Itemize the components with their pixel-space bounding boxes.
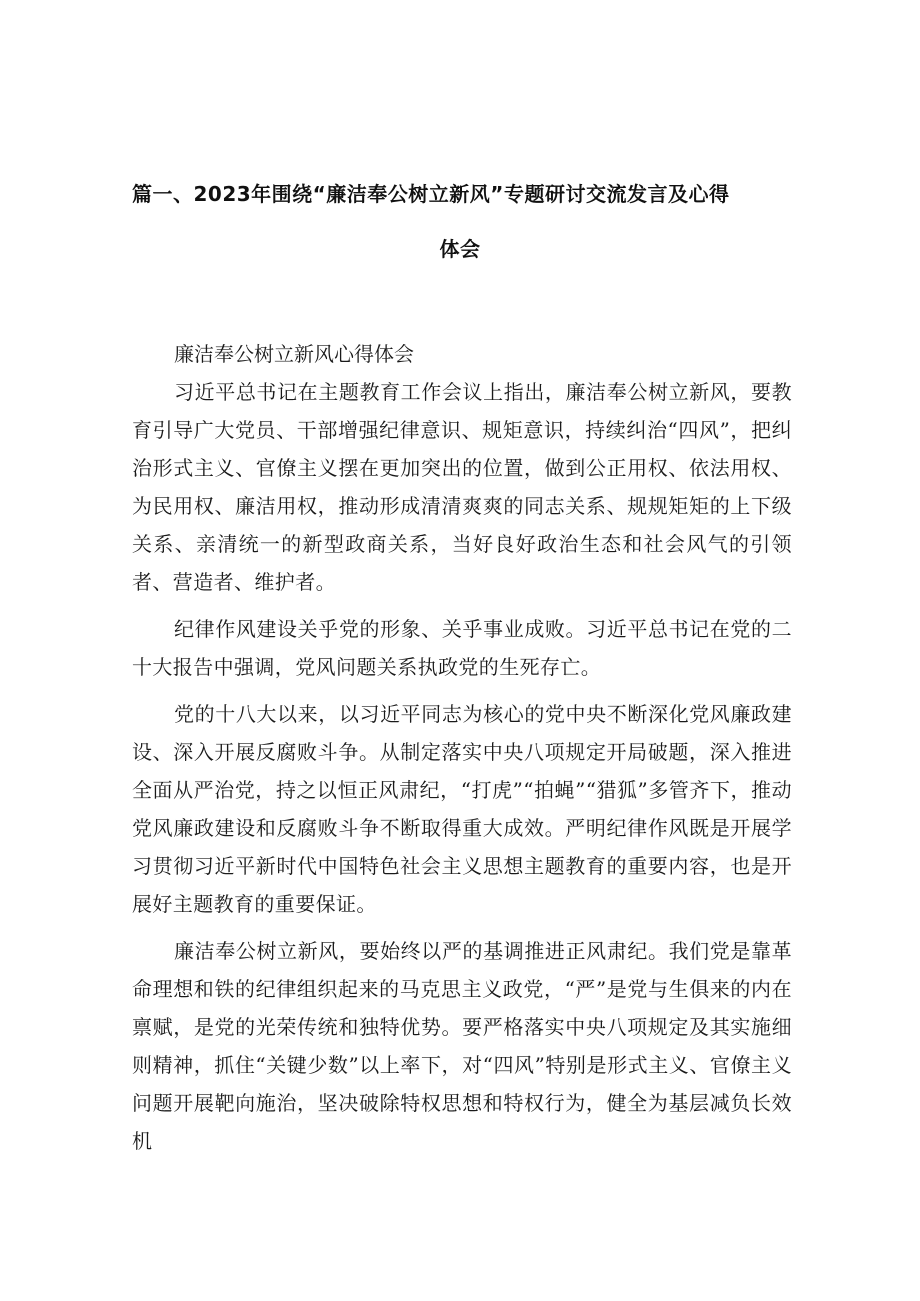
paragraph-2: 纪律作风建设关乎党的形象、关乎事业成败。习近平总书记在党的二十大报告中强调，党风问题关系执政党的生死存亡。 [132,617,792,679]
section-subtitle: 廉洁奉公树立新风心得体会 [174,342,414,366]
paragraph-1: 习近平总书记在主题教育工作会议上指出，廉洁奉公树立新风，要教育引导广大党员、干部增强纪律意识、规矩意识，持续纠治“四风”，把纠治形式主义、官僚主义摆在更加突出的位置，做到公正用权、依法用权、为民用权、廉洁用权，推动形成清清爽爽的同志关系、规规矩矩的上下级关系、亲清统一的新型政商关系，当好良好政治生态和社会风气的引领者、营造者、维护者。 [132,380,792,594]
paragraph-4: 廉洁奉公树立新风，要始终以严的基调推进正风肃纪。我们党是靠革命理想和铁的纪律组织起来的马克思主义政党，“严”是党与生俱来的内在禀赋，是党的光荣传统和独特优势。要严格落实中央八项规定及其实施细则精神，抓住“关键少数”以上率下，对“四风”特别是形式主义、官僚主义问题开展靶向施治，坚决破除特权思想和特权行为，健全为基层减负长效机 [132,939,792,1153]
document-title-line-1: 篇一、2023年围绕“廉洁奉公树立新风”专题研讨交流发言及心得 [132,182,730,206]
document-body [132,335,792,1160]
document-title-line-2: 体会 [439,237,481,261]
paragraph-3: 党的十八大以来，以习近平同志为核心的党中央不断深化党风廉政建设、深入开展反腐败斗争。从制定落实中央八项规定开局破题，深入推进全面从严治党，持之以恒正风肃纪，“打虎”“拍蝇”“猎狐”多管齐下，推动党风廉政建设和反腐败斗争不断取得重大成效。严明纪律作风既是开展学习贯彻习近平新时代中国特色社会主义思想主题教育的重要内容，也是开展好主题教育的重要保证。 [132,702,792,916]
